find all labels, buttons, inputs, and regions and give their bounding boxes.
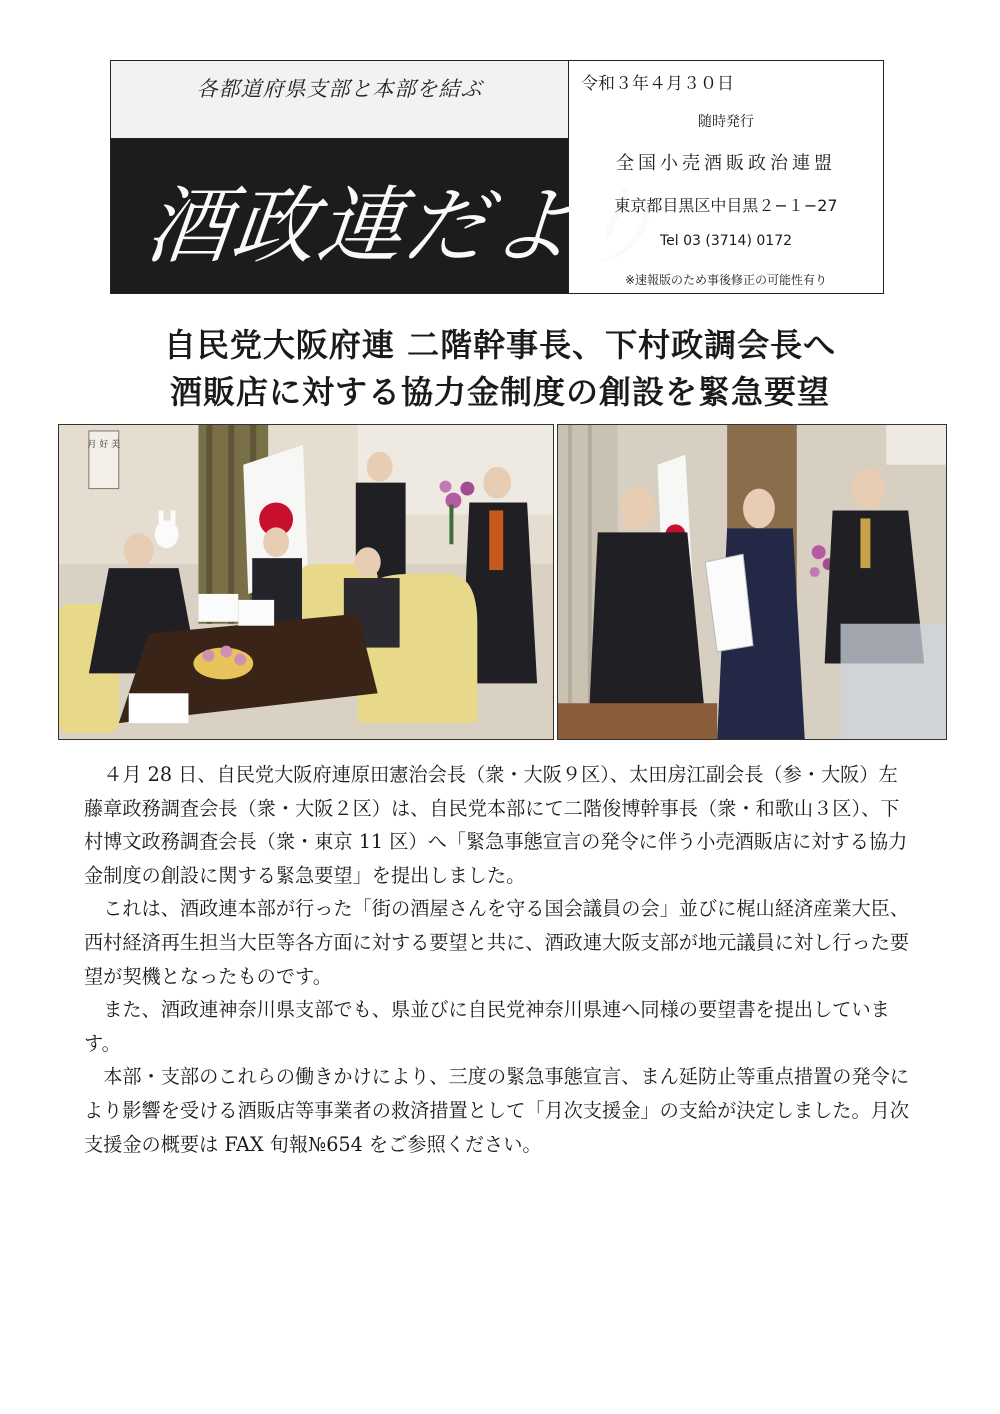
issue-date: 令和３年４月３０日 bbox=[581, 74, 734, 94]
correction-note: ※速報版のため事後修正の可能性有り bbox=[624, 273, 828, 287]
masthead-info bbox=[569, 61, 883, 293]
headline-line-1: 自民党大阪府連 二階幹事長、下村政調会長へ bbox=[163, 326, 837, 364]
masthead bbox=[110, 60, 884, 294]
scroll-text: 月 好 美 bbox=[87, 439, 121, 450]
headline-line-2: 酒販店に対する協力金制度の創設を緊急要望 bbox=[169, 373, 830, 411]
newsletter-title: 酒政連だより bbox=[141, 177, 668, 275]
body-paragraph-3: また、酒政連神奈川県支部でも、県並びに自民党神奈川県連へ同様の要望書を提出しています。 bbox=[84, 998, 890, 1055]
body-paragraph-2: これは、酒政連本部が行った「街の酒屋さんを守る国会議員の会」並びに梶山経済産業大臣、西村経済再生担当大臣等各方面に対する要望と共に、酒政連大阪支部が地元議員に対し行った要望が契機となったものです。 bbox=[84, 897, 910, 988]
meeting-photo-left bbox=[58, 424, 554, 740]
newsletter-title-box bbox=[111, 139, 668, 293]
meeting-photo-left-image bbox=[59, 425, 553, 739]
publisher-address: 東京都目黒区中目黒２−１−27 bbox=[614, 196, 838, 215]
body-paragraph-4: 本部・支部のこれらの働きかけにより、三度の緊急事態宣言、まん延防止等重点措置の発令により影響を受ける酒販店等事業者の救済措置として「月次支援金」の支給が決定しました。月次支援金の概要は FAX 旬報№654 をご参照ください。 bbox=[84, 1065, 910, 1156]
publisher-name: 全国小売酒販政治連盟 bbox=[616, 153, 836, 174]
masthead-tagline: 各都道府県支部と本部を結ぶ bbox=[196, 77, 483, 101]
tagline-box bbox=[111, 61, 568, 139]
meeting-photo-right-image bbox=[558, 425, 946, 739]
article-headline bbox=[60, 322, 940, 416]
article-body bbox=[84, 758, 910, 1161]
publisher-tel: Tel 03 (3714) 0172 bbox=[659, 233, 793, 249]
body-paragraph-1: ４月 28 日、自民党大阪府連原田憲治会長（衆・大阪９区）、太田房江副会長（参・大阪）左藤章政務調査会長（衆・大阪２区）は、自民党本部にて二階俊博幹事長（衆・和歌山３区）、下村博文政務調査会長（衆・東京 11 区）へ「緊急事態宣言の発令に伴う小売酒販店に対する協力金制度の創設に関する緊急要望」を提出しました。 bbox=[84, 763, 908, 887]
meeting-photo-right bbox=[557, 424, 947, 740]
issue-frequency: 随時発行 bbox=[698, 114, 754, 130]
